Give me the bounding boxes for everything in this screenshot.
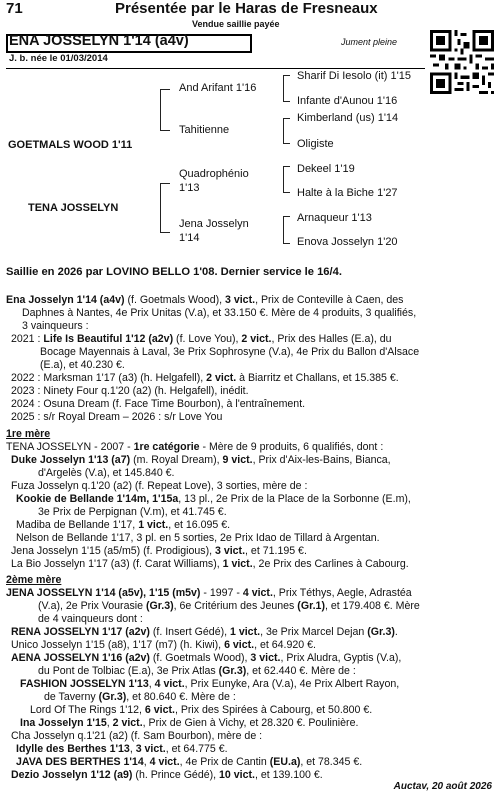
pedigree-dam: TENA JOSSELYN bbox=[28, 202, 119, 214]
text-line: La Bio Josselyn 1'17 (a3) (f. Carat Williams), 1 vict., 2e Prix des Carlines à Cabourg. bbox=[11, 558, 409, 570]
pedigree-sdd: Oligiste bbox=[297, 138, 334, 150]
section-title: 1re mère bbox=[6, 428, 51, 440]
text-line: JENA JOSSELYN 1'14 (a5v), 1'15 (m5v) - 1997 - 4 vict., Prix Téthys, Aegle, Adrastéa bbox=[6, 587, 412, 599]
pedigree-bracket bbox=[283, 118, 290, 144]
pedigree-sd: Tahitienne bbox=[179, 124, 230, 136]
pedigree-dd: Jena Josselyn bbox=[179, 218, 249, 230]
sale-condition: Vendue saillie payée bbox=[192, 19, 280, 29]
header-divider bbox=[6, 68, 425, 69]
pedigree-dd-time: 1'14 bbox=[179, 232, 200, 244]
pedigree-ds: Quadrophénio bbox=[179, 168, 249, 180]
horse-name: ENA JOSSELYN 1'14 (a4v) bbox=[9, 33, 189, 49]
pedigree-bracket bbox=[283, 166, 290, 193]
text-line: du Pont de Tolbiac (E.a), 3e Prix Atlas (Gr.3), et 62.440 €. Mère de : bbox=[38, 665, 356, 677]
text-line: Duke Josselyn 1'13 (a7) (m. Royal Dream), 9 vict., Prix d'Aix-les-Bains, Bianca, bbox=[11, 454, 391, 466]
pedigree-sire: GOETMALS WOOD 1'11 bbox=[8, 139, 133, 151]
pedigree-dss: Dekeel 1'19 bbox=[297, 163, 355, 175]
horse-birth: J. b. née le 01/03/2014 bbox=[9, 53, 108, 64]
pedigree-bracket bbox=[283, 75, 290, 102]
pedigree-bracket bbox=[160, 183, 170, 233]
pedigree-sss: Sharif Di Iesolo (it) 1'15 bbox=[297, 70, 411, 82]
text-line: 3 vainqueurs : bbox=[22, 320, 89, 332]
text-line: Nelson de Bellande 1'17, 3 pl. en 5 sorties, 2e Prix Idao de Tillard à Argentan. bbox=[16, 532, 380, 544]
text-line: 2022 : Marksman 1'17 (a3) (h. Helgafell), 2 vict. à Biarritz et Challans, et 15.385 €. bbox=[11, 372, 399, 384]
text-line: Unico Josselyn 1'15 (a8), 1'17 (m7) (h. Kiwi), 6 vict., et 64.920 €. bbox=[11, 639, 316, 651]
text-line: Madiba de Bellande 1'17, 1 vict., et 16.095 €. bbox=[16, 519, 231, 531]
text-line: Dezio Josselyn 1'12 (a9) (h. Prince Gédé), 10 vict., et 139.100 €. bbox=[11, 769, 323, 781]
pedigree-bracket bbox=[160, 89, 170, 131]
text-line: Jena Josselyn 1'15 (a5/m5) (f. Prodigious), 3 vict., et 71.195 €. bbox=[11, 545, 307, 557]
text-line: AENA JOSSELYN 1'16 (a2v) (f. Goetmals Wood), 3 vict., Prix Aludra, Gyptis (V.a), bbox=[11, 652, 402, 664]
text-line: 3e Prix de Perpignan (V.m), et 41.745 €. bbox=[38, 506, 227, 518]
text-line: Kookie de Bellande 1'14m, 1'15a, 13 pl., 2e Prix de la Place de la Sorbonne (E.m), bbox=[16, 493, 411, 505]
text-line: 2024 : Osuna Dream (f. Face Time Bourbon), à l'entraînement. bbox=[11, 398, 306, 410]
pedigree-dds: Arnaqueur 1'13 bbox=[297, 212, 372, 224]
saillie-line: Saillie en 2026 par LOVINO BELLO 1'08. Dernier service le 16/4. bbox=[6, 266, 342, 278]
footer-note: Auctav, 20 août 2026 bbox=[393, 781, 492, 792]
text-line: JAVA DES BERTHES 1'14, 4 vict., 4e Prix de Cantin (EU.a), et 78.345 €. bbox=[16, 756, 363, 768]
qr-code-icon[interactable] bbox=[430, 30, 494, 94]
pedigree-ds-time: 1'13 bbox=[179, 182, 200, 194]
text-line: (E.a), et 40.230 €. bbox=[40, 359, 125, 371]
text-line: (V.a), 2e Prix Vourasie (Gr.3), 6e Critérium des Jeunes (Gr.1), et 179.408 €. Mère bbox=[38, 600, 420, 612]
text-line: de Taverny (Gr.3), et 80.640 €. Mère de : bbox=[44, 691, 236, 703]
text-line: Cha Josselyn q.1'21 (a2) (f. Sam Bourbon), mère de : bbox=[11, 730, 263, 742]
text-line: Fuza Josselyn q.1'20 (a2) (f. Repeat Love), 3 sorties, mère de : bbox=[11, 480, 308, 492]
text-line: d'Argelès (V.a), et 145.840 €. bbox=[38, 467, 175, 479]
pedigree-sds: Kimberland (us) 1'14 bbox=[297, 112, 399, 124]
page-title: Présentée par le Haras de Fresneaux bbox=[115, 0, 378, 17]
pedigree-dsd: Halte à la Biche 1'27 bbox=[297, 187, 398, 199]
text-line: Daphnes à Nantes, 4e Prix Unitas (V.a), et 33.150 €. Mère de 4 produits, 3 qualifiés, bbox=[22, 307, 417, 319]
text-line: RENA JOSSELYN 1'17 (a2v) (f. Insert Gédé), 1 vict., 3e Prix Marcel Dejan (Gr.3). bbox=[11, 626, 398, 638]
text-line: de 4 vainqueurs dont : bbox=[38, 613, 143, 625]
text-line: 2021 : Life Is Beautiful 1'12 (a2v) (f. Love You), 2 vict., Prix des Halles (E.a), du bbox=[11, 333, 392, 345]
text-line: Lord Of The Rings 1'12, 6 vict., Prix des Spirées à Cabourg, et 50.800 €. bbox=[30, 704, 373, 716]
text-line: Ina Josselyn 1'15, 2 vict., Prix de Gien à Vichy, et 28.320 €. Poulinière. bbox=[20, 717, 359, 729]
pedigree-ss: And Arifant 1'16 bbox=[179, 82, 257, 94]
text-line: FASHION JOSSELYN 1'13, 4 vict., Prix Eunyke, Ara (V.a), 4e Prix Albert Rayon, bbox=[20, 678, 400, 690]
text-line: TENA JOSSELYN - 2007 - 1re catégorie - Mère de 9 produits, 6 qualifiés, dont : bbox=[6, 441, 384, 453]
lot-number: 71 bbox=[6, 0, 23, 17]
text-line: Bocage Mayennais à Laval, 3e Prix Sophrosyne (V.a), 4e Prix du Ballon d'Alsace bbox=[40, 346, 420, 358]
horse-status: Jument pleine bbox=[341, 37, 398, 47]
text-line: Idylle des Berthes 1'13, 3 vict., et 64.775 €. bbox=[16, 743, 228, 755]
pedigree-ddd: Enova Josselyn 1'20 bbox=[297, 236, 398, 248]
pedigree-ssd: Infante d'Aunou 1'16 bbox=[297, 95, 398, 107]
text-line: 2025 : s/r Royal Dream – 2026 : s/r Love You bbox=[11, 411, 223, 423]
section-title: 2ème mère bbox=[6, 574, 62, 586]
text-line: Ena Josselyn 1'14 (a4v) (f. Goetmals Wood), 3 vict., Prix de Conteville à Caen, des bbox=[6, 294, 404, 306]
text-line: 2023 : Ninety Four q.1'20 (a2) (h. Helgafell), inédit. bbox=[11, 385, 249, 397]
pedigree-bracket bbox=[283, 216, 290, 244]
